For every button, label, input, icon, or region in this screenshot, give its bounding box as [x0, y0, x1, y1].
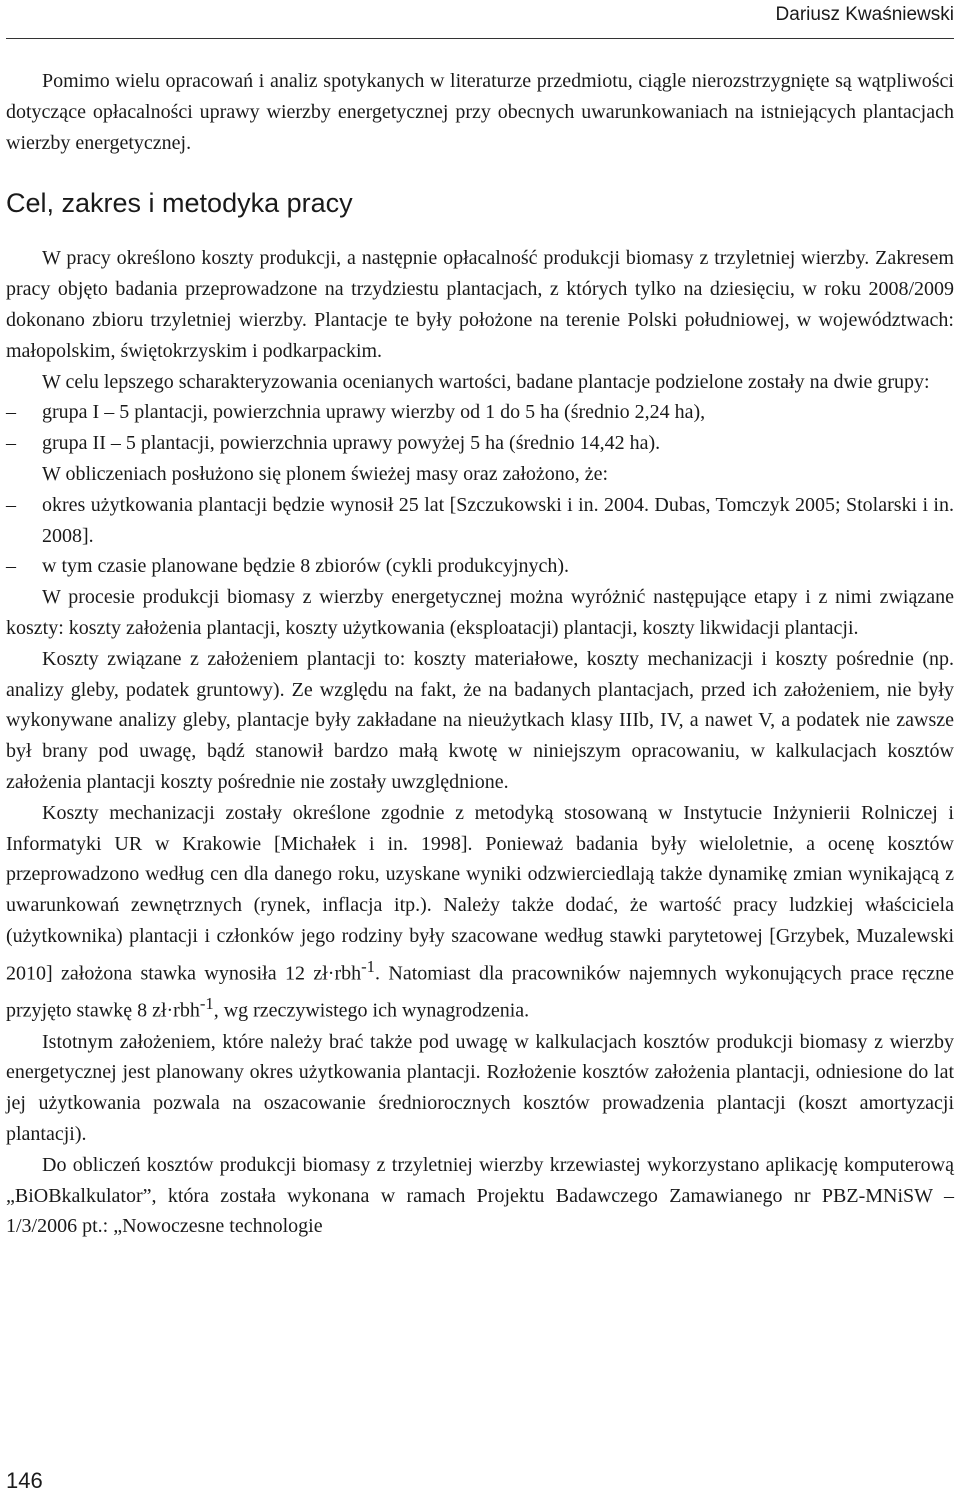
list-item: – grupa I – 5 plantacji, powierzchnia uprawy wierzby od 1 do 5 ha (średnio 2,24 ha), — [6, 397, 954, 428]
list-item: – w tym czasie planowane będzie 8 zbiorów (cykli produkcyjnych). — [6, 551, 954, 582]
dash-bullet: – — [6, 493, 16, 516]
paragraph-process-stages: W procesie produkcji biomasy z wierzby energetycznej można wyróżnić następujące etapy i z nimi związane koszty: koszty założenia plantacji, koszty użytkowania (eksploatacji) plantacji, koszty likwidacji plantacji. — [6, 586, 954, 639]
groups-list — [6, 397, 954, 459]
intro-paragraph: Pomimo wielu opracowań i analiz spotykanych w literaturze przedmiotu, ciągle nierozstrzygnięte są wątpliwości dotyczące opłacalności uprawy wierzby energetycznej przy obecnych uwarunkowaniach na istniejących plantacjach wierzby energetycznej. — [6, 70, 954, 154]
paragraph-scope: W pracy określono koszty produkcji, a następnie opłacalność produkcji biomasy z trzyletniej wierzby. Zakresem pracy objęto badania przeprowadzone na trzydziestu plantacjach, z których tylko na dziesięciu, w roku 2008/2009 dokonano zbioru trzyletniej wierzby. Plantacje te były położone na terenie Polski południowej, w województwach: małopolskim, świętokrzyskim i podkarpackim. — [6, 247, 954, 362]
running-header — [6, 0, 954, 39]
superscript: -1 — [199, 994, 214, 1014]
assumptions-list — [6, 490, 954, 582]
superscript: -1 — [361, 956, 376, 976]
paragraph-groups-intro: W celu lepszego scharakteryzowania ocenianych wartości, badane plantacje podzielone zostały na dwie grupy: — [42, 370, 930, 393]
paragraph-calculator: Do obliczeń kosztów produkcji biomasy z trzyletniej wierzby krzewiastej wykorzystano aplikację komputerową „BiOBkalkulator”, która została wykonana w ramach Projektu Badawczego Zamawianego nr PBZ-MNiSW – 1/3/2006 pt.: „Nowoczesne technologie — [6, 1153, 954, 1238]
paragraph-setup-costs: Koszty związane z założeniem plantacji to: koszty materiałowe, koszty mechanizacji i koszty pośrednie (np. analizy gleby, podatek gruntowy). Ze względu na fakt, że na badanych plantacjach, przed ich założeniem, nie były wykonywane analizy gleby, plantacje były zakładane na nieużytkach klasy IIIb, IV, a nawet V, a podatek nie zawsze był brany pod uwagę, bądź stanowił bardzo małą kwotę w niniejszym opracowaniu, w kalkulacjach kosztów założenia plantacji koszty pośrednie nie zostały uwzględnione. — [6, 647, 954, 793]
dash-bullet: – — [6, 432, 16, 455]
paragraph-mechanization-costs: Koszty mechanizacji zostały określone zgodnie z metodyką stosowaną w Instytucie Inżynierii Rolniczej i Informatyki UR w Krakowie [Michałek i in. 1998]. Ponieważ badania były wieloletnie, a ocenę kosztów przeprowadzono według cen dla danego roku, uzyskane wyniki odzwierciedlają także dynamikę zmian wynikającą z uwarunkowań zewnętrznych (rynek, inflacja itp.). Należy także dodać, że wartość pracy ludzkiej właściciela (użytkownika) plantacji i członków jego rodziny były szacowane według stawki parytetowej [Grzybek, Muzalewski 2010] założona stawka wynosiła 12 zł·rbh$^{-1}$. Natomiast dla pracowników najemnych wykonujących prace ręczne przyjęto stawkę 8 zł·rbh$^{-1}$, wg rzeczywistego ich wynagrodzenia. — [6, 801, 954, 1022]
author-name: Dariusz Kwaśniewski — [775, 4, 954, 25]
section-title: Cel, zakres i metodyka pracy — [6, 188, 353, 219]
page-body — [6, 66, 954, 1242]
page-number: 146 — [6, 1468, 43, 1493]
dash-bullet: – — [6, 401, 16, 424]
list-item: – okres użytkowania plantacji będzie wynosił 25 lat [Szczukowski i in. 2004. Dubas, Tomczyk 2005; Stolarski i in. 2008]. — [6, 490, 954, 552]
paragraph-assumptions-intro: W obliczeniach posłużono się plonem świeżej masy oraz założono, że: — [42, 462, 609, 485]
dash-bullet: – — [6, 555, 16, 578]
list-item: – grupa II – 5 plantacji, powierzchnia uprawy powyżej 5 ha (średnio 14,42 ha). — [6, 428, 954, 459]
paragraph-usage-period: Istotnym założeniem, które należy brać także pod uwagę w kalkulacjach kosztów produkcji biomasy z wierzby energetycznej jest planowany okres użytkowania plantacji. Rozłożenie kosztów założenia plantacji, odniesione do lat jej użytkowania pozwala na oszacowanie średniorocznych kosztów prowadzenia plantacji (koszt amortyzacji plantacji). — [6, 1030, 954, 1146]
